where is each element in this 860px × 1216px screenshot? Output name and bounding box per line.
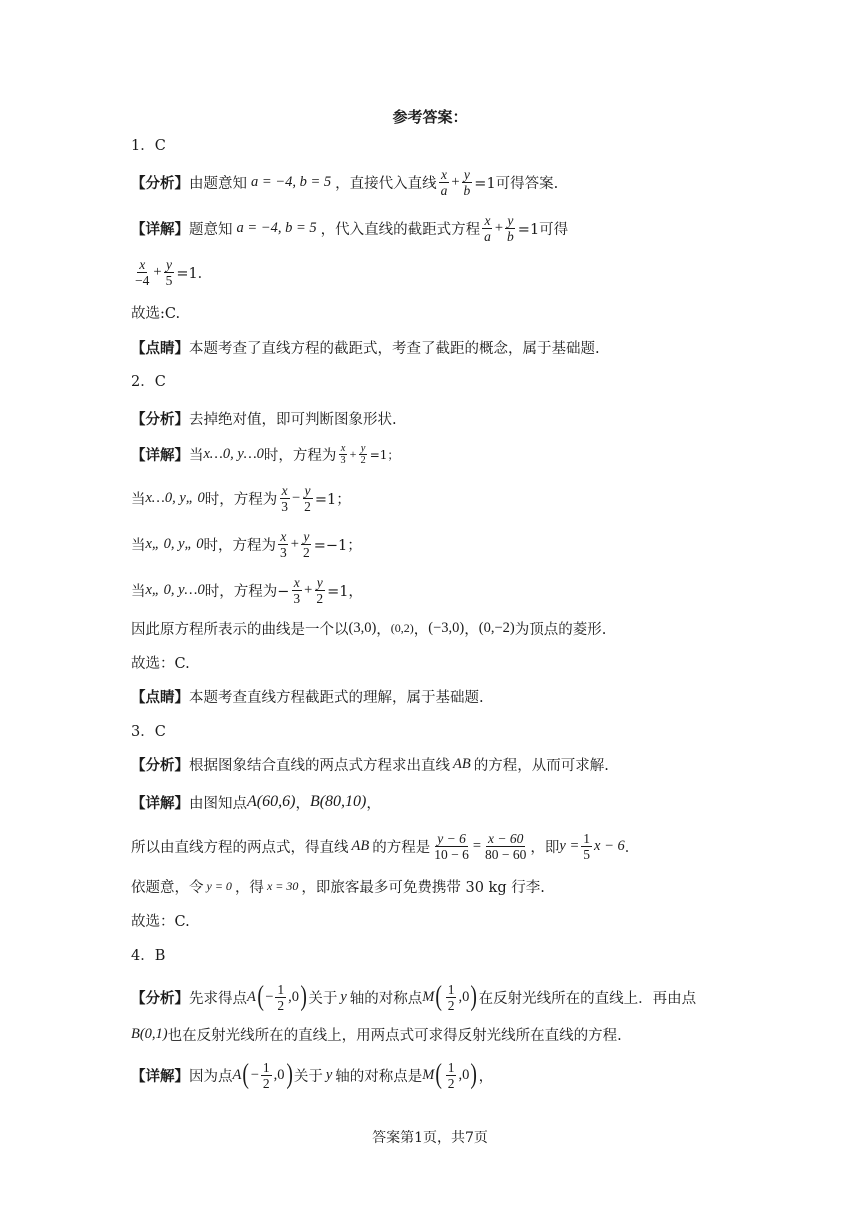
q1-analysis: 【分析】 由题意知 a = −4, b = 5 ，直接代入直线 $\frac{x}{a}$ + $\frac{y}{b}$ =1可得答案. <box>131 166 559 198</box>
q1-result: $\frac{x}{-4}$ + $\frac{y}{5}$ =1． <box>135 256 213 288</box>
q1-comment: 【点睛】 本题考查了直线方程的截距式，考查了截距的概念，属于基础题. <box>131 339 600 357</box>
fraction-x-neg4: $\frac{x}{-4}$ <box>135 256 150 288</box>
q3-choice: 故选：C. <box>131 913 190 930</box>
q2-choice: 故选：C. <box>131 655 190 672</box>
point-b: B(80,10) <box>309 793 367 810</box>
q1-detail: 【详解】 题意知 a = −4, b = 5 ，代入直线的截距式方程 $\frac{x}{a}$ + $\frac{y}{b}$ =1可得 <box>131 212 569 244</box>
q2-detail-case2: 当 x…0, y„ 0 时，方程为 $\frac{x}{3}$ − $\frac{y}{2}$ =1； <box>131 482 351 514</box>
fraction-x-a: $\frac{x}{a}$ <box>484 212 491 244</box>
q2-detail-case4: 当 x„ 0, y…0 时，方程为− $\frac{x}{3}$ + $\frac{y}{2}$ =1， <box>131 574 363 606</box>
q4-detail: 【详解】 因为点 A ( − $\frac{1}{2}$ , 0 ) 关于 y 轴的对称点是 M ( $\frac{1}{2}$ , 0 ) ， <box>131 1059 494 1091</box>
q3-analysis: 【分析】 根据图象结合直线的两点式方程求出直线 AB 的方程，从而可求解. <box>131 755 609 774</box>
condition: a = −4, b = 5 <box>251 173 332 190</box>
page-title: 参考答案： <box>392 108 468 126</box>
detail-tag: 【详解】 <box>131 220 189 238</box>
fraction-y-b: $\frac{y}{b}$ <box>463 166 471 198</box>
q3-detail: 【详解】 由图知点 A(60,6) ， B(80,10) ， <box>131 793 381 812</box>
q3-number: 3．C <box>131 723 166 740</box>
condition: a = −4, b = 5 <box>236 219 317 236</box>
q4-number: 4．B <box>131 947 166 964</box>
page-footer: 答案第1页，共7页 <box>372 1130 488 1146</box>
fraction-x-a: $\frac{x}{a}$ <box>440 166 448 198</box>
fraction-y-b: $\frac{y}{b}$ <box>507 212 514 244</box>
q3-equation: 所以由直线方程的两点式，得直线 AB 的方程是 $\frac{y - 6}{10 - 6}$ = $\frac{x - 60}{80 - 60}$ ，即 y = $\frac{1}{5}$ x − 6 ． <box>131 830 640 862</box>
q2-conclusion: 因此原方程所表示的曲线是一个以 (3,0) ， (0,2) ， (−3,0) ， (0,−2) 为顶点的菱形. <box>131 619 607 638</box>
q4-analysis: 【分析】 先求得点 A ( − $\frac{1}{2}$ , 0 ) 关于 y 轴的对称点 M ( $\frac{1}{2}$ , 0 ) 在反射光线所在的直线上．再由点 <box>131 981 697 1013</box>
q1-choice: 故选:C. <box>131 305 181 322</box>
q2-analysis: 【分析】 去掉绝对值，即可判断图象形状. <box>131 410 397 428</box>
fraction-y-5: $\frac{y}{5}$ <box>165 256 173 288</box>
point-a: A(60,6) <box>247 793 296 810</box>
q2-detail-case1: 【详解】 当 x…0, y…0 时，方程为 $\frac{x}{3}$ + $\frac{y}{2}$ =1； <box>131 442 400 466</box>
q2-comment: 【点睛】 本题考查直线方程截距式的理解，属于基础题. <box>131 688 484 706</box>
q3-final: 依题意，令 y = 0 ，得 x = 30 ，即旅客最多可免费携带 30 kg 行李. <box>131 878 545 896</box>
q1-number: 1．C <box>131 137 166 154</box>
analysis-tag: 【分析】 <box>131 174 189 192</box>
q4-analysis-line2: B(0,1) 也在反射光线所在的直线上，用两点式可求得反射光线所在直线的方程. <box>131 1025 622 1044</box>
q2-number: 2．C <box>131 373 166 390</box>
q2-detail-case3: 当 x„ 0, y„ 0 时，方程为 $\frac{x}{3}$ + $\frac{y}{2}$ =−1； <box>131 528 362 560</box>
